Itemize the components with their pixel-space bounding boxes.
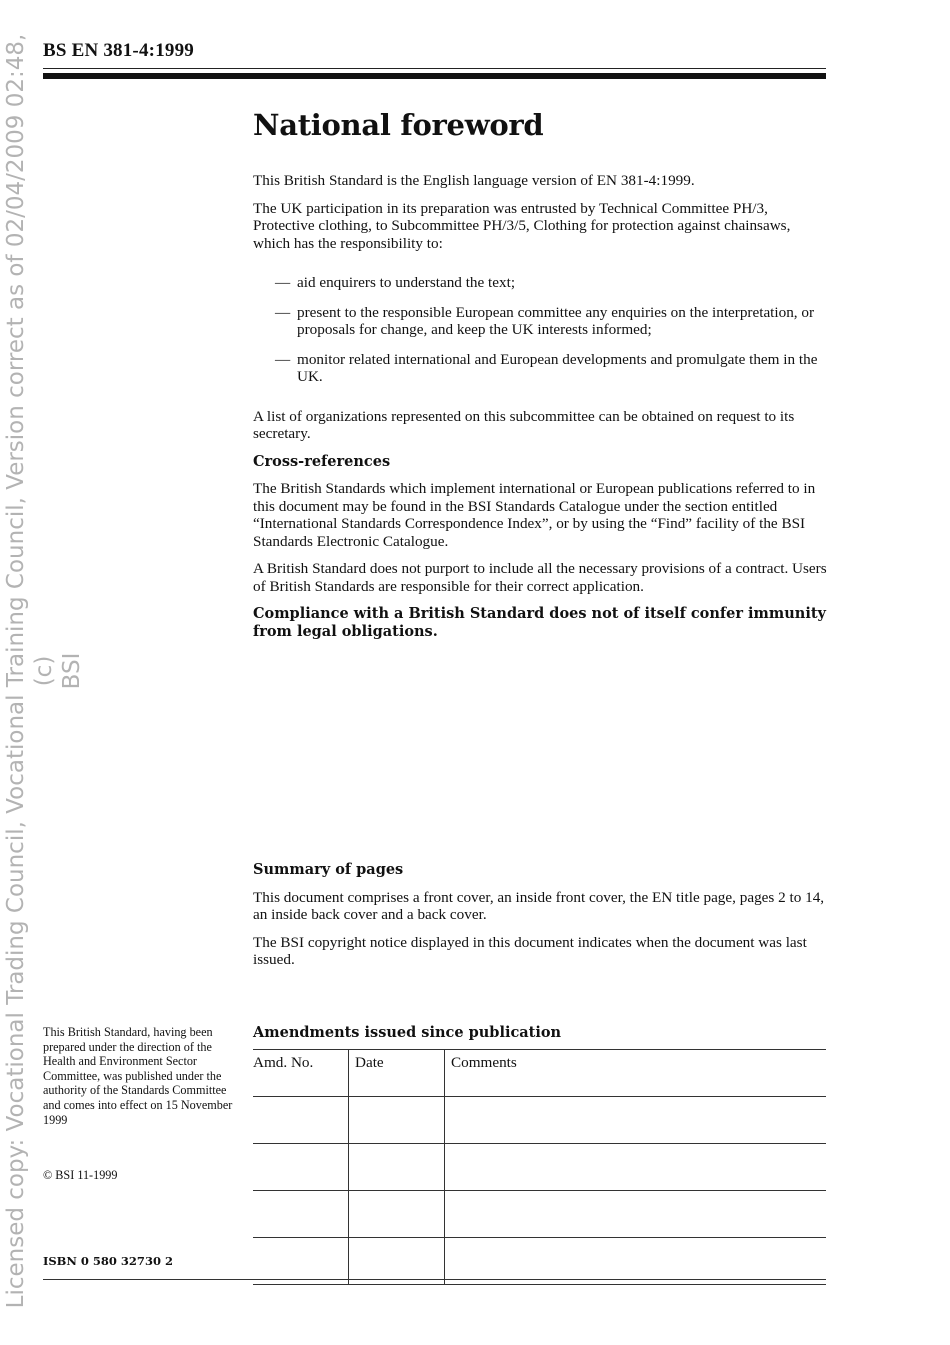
paragraph-provisions: A British Standard does not purport to include all the necessary provisions of a contract. Users of British Standards are responsible for their correct application. [253,560,827,595]
header-rule-thick [43,73,826,79]
watermark-line-2: BSI [59,652,85,690]
isbn: ISBN 0 580 32730 2 [43,1254,173,1268]
summary-paragraph-1: This document comprises a front cover, an inside front cover, the EN title page, pages 2 to 14, an inside back cover and a back cover. [253,888,825,923]
copyright-notice: © BSI 11-1999 [43,1168,118,1182]
paragraph-version: This British Standard is the English language version of EN 381-4:1999. [253,172,695,189]
amendments-heading: Amendments issued since publication [253,1024,562,1041]
list-dash: — [275,350,291,368]
summary-of-pages-section [253,861,827,979]
list-dash: — [275,303,291,321]
paragraph-cross-references: The British Standards which implement international or European publications referred to in this document may be found in the BSI Standards Catalogue under the section entitled “International Standards Correspondence Index”, or by using the “Find” facility of the BSI Standards Electronic Catalogue. [253,480,816,550]
watermark-line-1: Licensed copy: Vocational Trading Council, Vocational Training Council, Version correct as of 02/04/2009 02:48, (c) [3,33,57,1309]
publication-note: This British Standard, having been prepared under the direction of the Health and Environment Sector Committee, was published under the authority of the Standards Committee and comes into effect on 15 November 1999 [43,1025,233,1127]
list-dash: — [275,274,291,291]
amendments-table [253,1049,826,1285]
responsibility-list [253,274,827,386]
cross-references-heading: Cross-references [253,452,391,470]
document-code: BS EN 381-4:1999 [43,40,194,61]
compliance-statement: Compliance with a British Standard does not of itself confer immunity from legal obligations. [253,605,826,640]
list-item: — aid enquirers to understand the text; [275,274,516,291]
list-item: — monitor related international and European developments and promulgate them in the UK. [275,350,818,385]
paragraph-participation: The UK participation in its preparation was entrusted by Technical Committee PH/3, Protective clothing, to Subcommittee PH/3/5, Clothing for protection against chainsaws, which has the responsibility to: [253,199,791,252]
table-row [253,1097,826,1144]
column-header-amd-no: Amd. No. [253,1050,349,1097]
page-title: National foreword [253,108,544,142]
footer-rule [43,1279,826,1280]
national-foreword-section [253,108,827,640]
paragraph-organizations: A list of organizations represented on this subcommittee can be obtained on request to its secretary. [253,407,795,442]
column-header-date: Date [349,1050,445,1097]
column-header-comments: Comments [445,1050,827,1097]
table-row [253,1238,826,1285]
summary-paragraph-2: The BSI copyright notice displayed in this document indicates when the document was last issued. [253,933,807,968]
license-watermark [2,16,86,1326]
list-item: — present to the responsible European committee any enquiries on the interpretation, or proposals for change, and keep the UK interests informed; [275,303,815,338]
table-row [253,1144,826,1191]
header-rule-thin [43,68,826,69]
table-header-row [253,1050,826,1097]
summary-heading: Summary of pages [253,861,404,878]
table-row [253,1191,826,1238]
